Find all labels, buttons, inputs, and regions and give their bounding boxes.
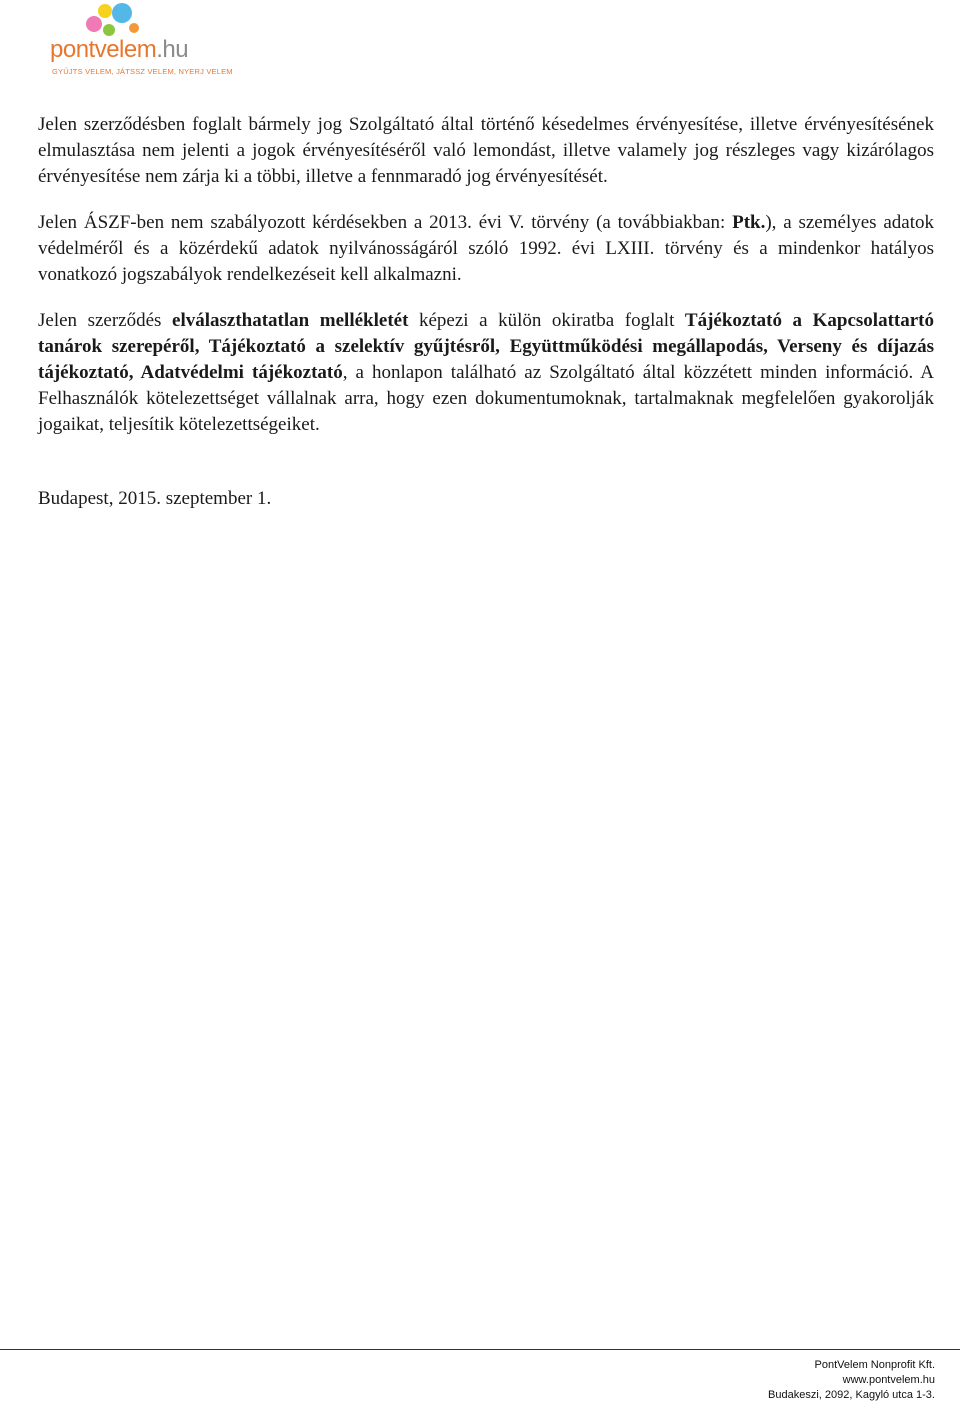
footer-divider (0, 1349, 960, 1350)
footer-website: www.pontvelem.hu (842, 1374, 935, 1386)
paragraph-governing-law: Jelen ÁSZF-ben nem szabályozott kérdésekben a 2013. évi V. törvény (a továbbiakban: Ptk.), a személyes adatok védelméről és a közérdekű adatok nyilvánosságáról szóló 1992. évi LXIII. törvény és a mindenkor hatályos vonatkozó jogszabályok rendelkezéseit kell alkalmazni. (38, 212, 934, 285)
footer-address: Budakeszi, 2092, Kagyló utca 1-3. (768, 1389, 935, 1401)
logo-wordmark: pontvelem.hu (50, 36, 189, 63)
logo-dots-icon (46, 0, 226, 40)
place-and-date: Budapest, 2015. szeptember 1. (38, 488, 272, 509)
paragraph-waiver: Jelen szerződésben foglalt bármely jog Szolgáltató által történő késedelmes érvényesítése, illetve érvényesítésének elmulasztása nem jelenti a jogok érvényesítéséről való lemondást, illetve valamely jog részleges vagy kizárólagos érvényesítése nem zárja ki a többi, illetve a fennmaradó jog érvényesítését. (38, 114, 934, 187)
page-footer (768, 1358, 935, 1403)
footer-company: PontVelem Nonprofit Kft. (814, 1359, 935, 1371)
document-body (38, 112, 934, 532)
logo-tagline: GYŰJTS VELEM, JÁTSSZ VELEM, NYERJ VELEM (52, 67, 233, 76)
pontvelem-logo (46, 0, 233, 82)
paragraph-annexes: Jelen szerződés elválaszthatatlan mellékletét képezi a külön okiratba foglalt Tájékoztató a Kapcsolattartó tanárok szerepéről, Tájékoztató a szelektív gyűjtésről, Együttműködési megállapodás, Verseny és díjazás tájékoztató, Adatvédelmi tájékoztató, a honlapon található az Szolgáltató által közzétett minden információ. A Felhasználók kötelezettséget vállalnak arra, hogy ezen dokumentumoknak, tartalmaknak megfelelően gyakorolják jogaikat, teljesítik kötelezettségeiket. (38, 310, 934, 435)
